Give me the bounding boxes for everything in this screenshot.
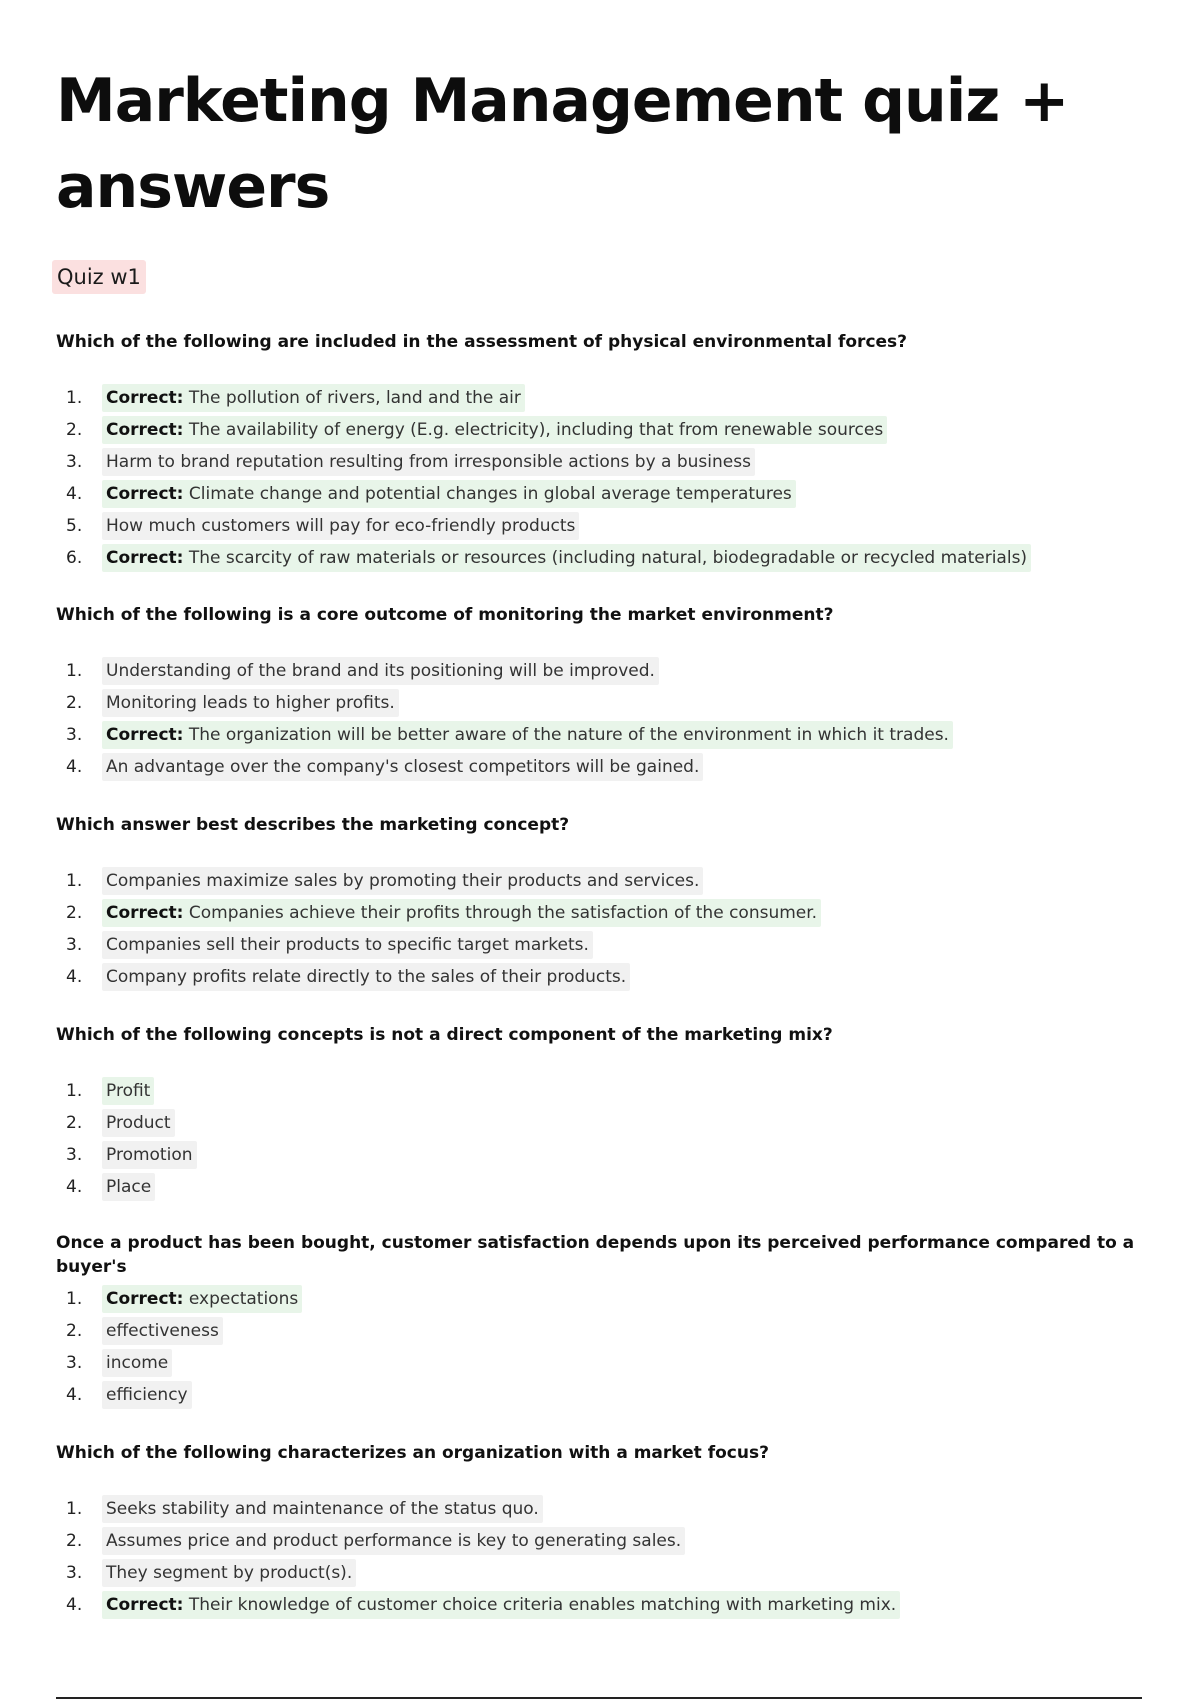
option-text: An advantage over the company's closest competitors will be gained. <box>106 757 700 777</box>
correct-label: Correct: <box>106 1595 184 1615</box>
option-text: Monitoring leads to higher profits. <box>106 693 395 713</box>
option-text-container <box>102 1591 900 1619</box>
option-text: The organization will be better aware of the nature of the environment in which it trades. <box>188 725 949 745</box>
answer-option <box>0 689 1140 717</box>
answer-option <box>0 448 1140 476</box>
option-text: Promotion <box>106 1145 193 1165</box>
answer-option <box>0 384 1140 412</box>
option-text-container <box>102 1173 155 1201</box>
option-text-container <box>102 1285 302 1313</box>
option-text-container <box>102 448 755 476</box>
option-text: Product <box>106 1113 171 1133</box>
answer-option <box>0 1141 1140 1169</box>
correct-label: Correct: <box>106 1289 184 1309</box>
option-number: 3. <box>66 725 83 745</box>
page-title: Marketing Management quiz + answers <box>56 66 1069 222</box>
answer-option <box>0 753 1140 781</box>
option-text-container <box>102 867 703 895</box>
option-text: Climate change and potential changes in global average temperatures <box>188 484 792 504</box>
option-text-container <box>102 1077 154 1105</box>
answer-option <box>0 480 1140 508</box>
question-3: Which answer best describes the marketing concept? <box>56 815 570 835</box>
option-text: efficiency <box>106 1385 188 1405</box>
option-number: 1. <box>66 1289 83 1309</box>
option-text-container <box>102 1109 175 1137</box>
option-number: 4. <box>66 757 83 777</box>
question-1: Which of the following are included in the assessment of physical environmental forces? <box>56 332 908 352</box>
option-text: expectations <box>188 1289 299 1309</box>
section-tag: Quiz w1 <box>52 260 146 294</box>
answer-option <box>0 416 1140 444</box>
option-number: 2. <box>66 903 83 923</box>
option-number: 2. <box>66 1531 83 1551</box>
option-number: 2. <box>66 1321 83 1341</box>
correct-label: Correct: <box>106 420 184 440</box>
option-text-container <box>102 1527 685 1555</box>
answer-option <box>0 1527 1140 1555</box>
option-text-container <box>102 1381 192 1409</box>
answer-option <box>0 1285 1140 1313</box>
option-number: 1. <box>66 871 83 891</box>
option-text: Companies achieve their profits through the satisfaction of the consumer. <box>188 903 818 923</box>
option-text: Seeks stability and maintenance of the status quo. <box>106 1499 539 1519</box>
question-6: Which of the following characterizes an organization with a market focus? <box>56 1443 769 1463</box>
option-number: 1. <box>66 1081 83 1101</box>
option-number: 3. <box>66 1353 83 1373</box>
bottom-divider <box>56 1697 1142 1699</box>
correct-label: Correct: <box>106 484 184 504</box>
option-text-container <box>102 1495 543 1523</box>
correct-label: Correct: <box>106 725 184 745</box>
option-number: 3. <box>66 1145 83 1165</box>
option-number: 2. <box>66 420 83 440</box>
option-number: 4. <box>66 967 83 987</box>
option-text-container <box>102 1141 197 1169</box>
option-text: How much customers will pay for eco-friendly products <box>106 516 576 536</box>
option-number: 4. <box>66 1385 83 1405</box>
option-text-container <box>102 963 630 991</box>
answer-option <box>0 657 1140 685</box>
option-text: They segment by product(s). <box>106 1563 353 1583</box>
option-text: Assumes price and product performance is key to generating sales. <box>106 1531 682 1551</box>
option-number: 3. <box>66 935 83 955</box>
answer-option <box>0 867 1140 895</box>
option-text: The availability of energy (E.g. electricity), including that from renewable sources <box>188 420 884 440</box>
option-text: income <box>106 1353 169 1373</box>
option-number: 3. <box>66 452 83 472</box>
option-number: 2. <box>66 1113 83 1133</box>
answer-option <box>0 1109 1140 1137</box>
option-text-container <box>102 1349 172 1377</box>
option-text-container <box>102 512 579 540</box>
option-number: 5. <box>66 516 83 536</box>
option-number: 1. <box>66 1499 83 1519</box>
option-text-container <box>102 657 659 685</box>
option-text: Understanding of the brand and its positioning will be improved. <box>106 661 655 681</box>
option-text: Companies maximize sales by promoting their products and services. <box>106 871 700 891</box>
answer-option <box>0 1349 1140 1377</box>
answer-option <box>0 1591 1140 1619</box>
correct-label: Correct: <box>106 388 184 408</box>
answer-option <box>0 721 1140 749</box>
answer-option <box>0 512 1140 540</box>
option-text: Companies sell their products to specific target markets. <box>106 935 589 955</box>
option-text: effectiveness <box>106 1321 219 1341</box>
option-text-container <box>102 544 1031 572</box>
option-text: The pollution of rivers, land and the air <box>188 388 521 408</box>
answer-option <box>0 1495 1140 1523</box>
option-number: 3. <box>66 1563 83 1583</box>
answer-option <box>0 1173 1140 1201</box>
answer-option <box>0 899 1140 927</box>
option-text: Profit <box>106 1081 151 1101</box>
option-number: 2. <box>66 693 83 713</box>
option-text-container <box>102 931 593 959</box>
question-5: Once a product has been bought, customer satisfaction depends upon its perceived performance compared to a buyer's <box>56 1233 1135 1277</box>
option-text-container <box>102 416 887 444</box>
option-text-container <box>102 689 399 717</box>
option-text-container <box>102 721 953 749</box>
answer-option <box>0 1381 1140 1409</box>
answer-option <box>0 1317 1140 1345</box>
option-text: Company profits relate directly to the sales of their products. <box>106 967 627 987</box>
answer-option <box>0 1077 1140 1105</box>
option-number: 1. <box>66 661 83 681</box>
option-number: 4. <box>66 1595 83 1615</box>
option-number: 6. <box>66 548 83 568</box>
option-text-container <box>102 384 525 412</box>
option-number: 4. <box>66 484 83 504</box>
answer-option <box>0 1559 1140 1587</box>
option-number: 4. <box>66 1177 83 1197</box>
correct-label: Correct: <box>106 548 184 568</box>
option-text: Place <box>106 1177 152 1197</box>
option-text-container <box>102 1317 223 1345</box>
answer-option <box>0 963 1140 991</box>
option-text-container <box>102 1559 356 1587</box>
option-number: 1. <box>66 388 83 408</box>
option-text: Their knowledge of customer choice criteria enables matching with marketing mix. <box>188 1595 897 1615</box>
option-text-container <box>102 899 821 927</box>
option-text-container <box>102 480 796 508</box>
correct-label: Correct: <box>106 903 184 923</box>
option-text: Harm to brand reputation resulting from irresponsible actions by a business <box>106 452 751 472</box>
option-text: The scarcity of raw materials or resources (including natural, biodegradable or recycled materials) <box>188 548 1028 568</box>
option-text-container <box>102 753 703 781</box>
question-4: Which of the following concepts is not a direct component of the marketing mix? <box>56 1025 833 1045</box>
question-2: Which of the following is a core outcome of monitoring the market environment? <box>56 605 834 625</box>
answer-option <box>0 544 1140 572</box>
answer-option <box>0 931 1140 959</box>
